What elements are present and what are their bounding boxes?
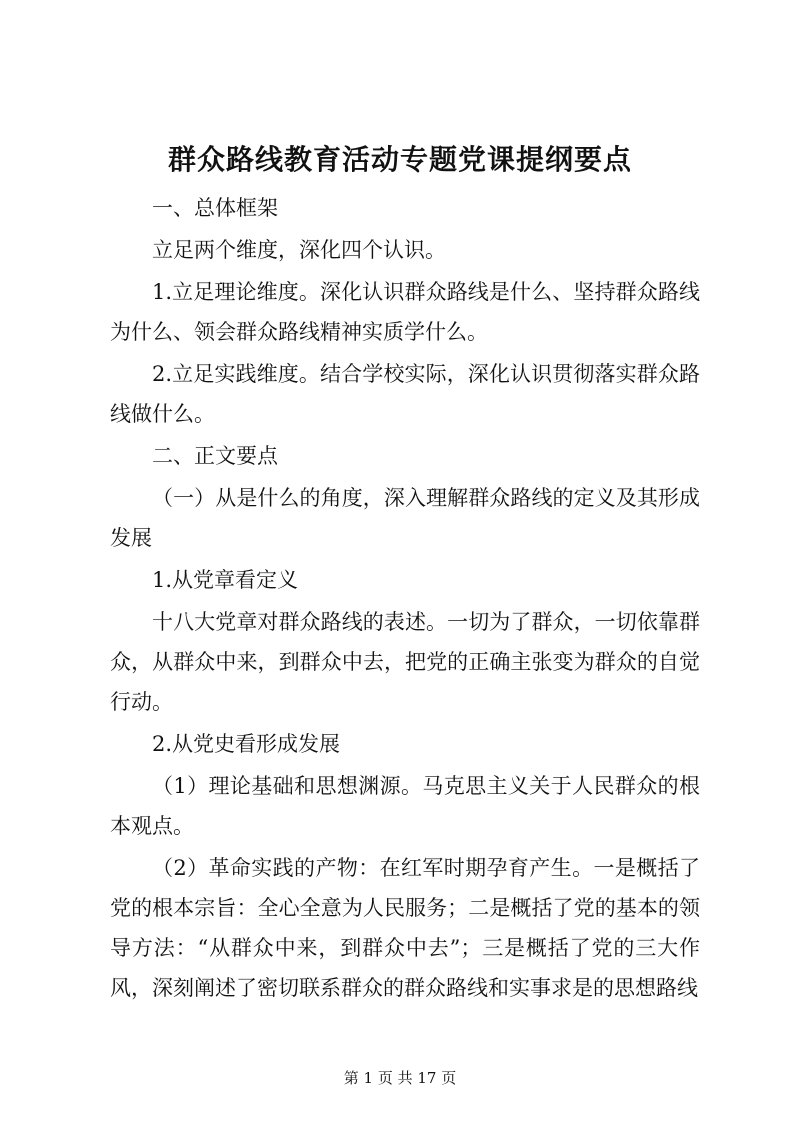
paragraph: 2.立足实践维度。结合学校实际，深化认识贯彻落实群众路线做什么。	[110, 362, 700, 426]
section-heading: 一、总体框架	[152, 196, 278, 220]
page-footer: 第 1 页 共 17 页	[343, 1069, 457, 1087]
paragraph: （1）理论基础和思想渊源。马克思主义关于人民群众的根本观点。	[110, 774, 700, 838]
paragraph: （一）从是什么的角度，深入理解群众路线的定义及其形成发展	[110, 486, 700, 550]
paragraph: 1.立足理论维度。深化认识群众路线是什么、坚持群众路线为什么、领会群众路线精神实质学什么。	[110, 280, 700, 344]
document-body	[110, 188, 700, 1010]
paragraph: 立足两个维度，深化四个认识。	[152, 238, 446, 262]
document-title: 群众路线教育活动专题党课提纲要点	[167, 143, 632, 176]
paragraph: （2）革命实践的产物：在红军时期孕育产生。一是概括了党的根本宗旨：全心全意为人民服务；二是概括了党的基本的领导方法：“从群众中来，到群众中去”；三是概括了党的三大作风，深刻阐述了密切联系群众的群众路线和实事求是的思想路线	[110, 856, 700, 1000]
section-heading: 二、正文要点	[152, 444, 278, 468]
paragraph: 十八大党章对群众路线的表述。一切为了群众，一切依靠群众，从群众中来，到群众中去，把党的正确主张变为群众的自觉行动。	[110, 610, 700, 714]
paragraph: 1.从党章看定义	[152, 568, 299, 592]
paragraph: 2.从党史看形成发展	[152, 732, 341, 756]
